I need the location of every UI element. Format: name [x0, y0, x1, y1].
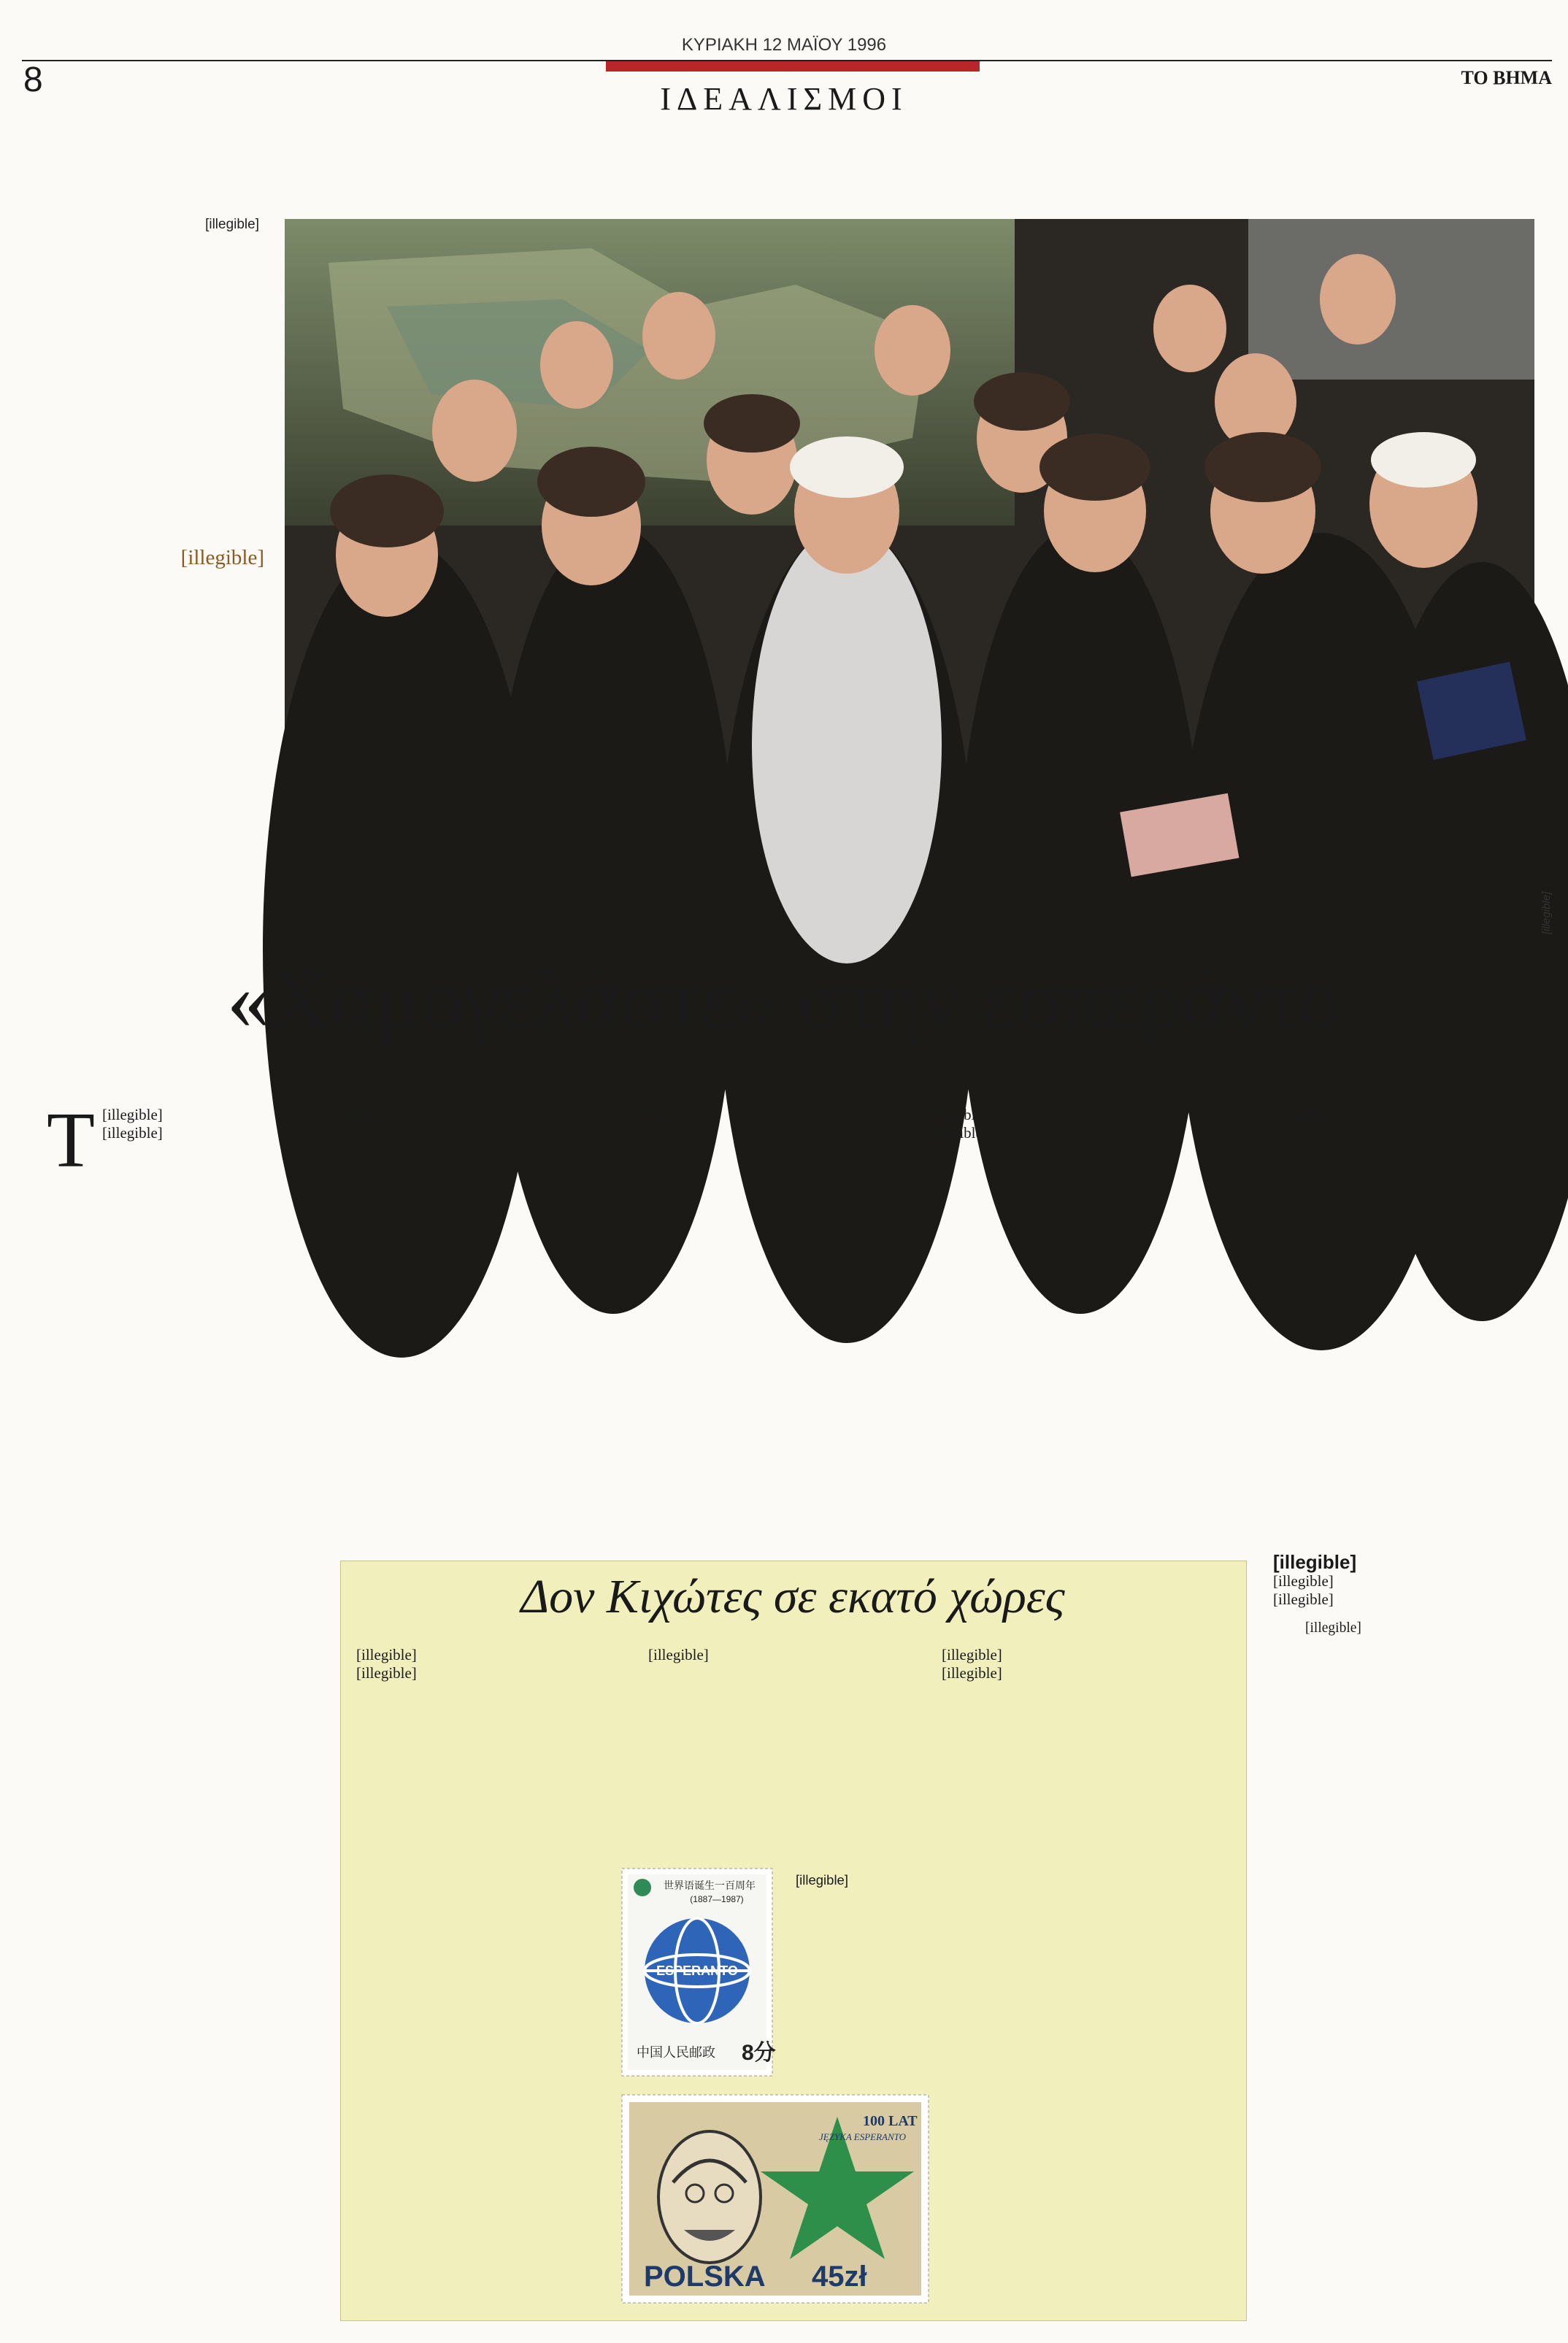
newspaper-masthead: ΤΟ ΒΗΜΑ — [1461, 67, 1552, 88]
stamp-china-illustration — [622, 1869, 776, 2076]
sidebar-paragraph: [illegible] — [942, 1646, 1002, 1663]
article-paragraph: [illegible] — [101, 1106, 163, 1123]
article-column-5 — [1270, 1106, 1537, 1124]
photo-credit — [1540, 737, 1562, 934]
article-column-2 — [340, 1106, 615, 1124]
group-photo-illustration — [285, 219, 1534, 938]
sidebar-paragraph: [illegible] — [942, 1663, 1002, 1682]
stamp-china — [622, 1869, 776, 2076]
stamp-poland — [622, 2095, 929, 2303]
stamp-china-years: (1887—1987) — [690, 1894, 744, 1904]
article-paragraph: [illegible] — [634, 1106, 694, 1123]
article-paragraph: [illegible] — [1270, 1106, 1331, 1123]
sidebar-column-3 — [942, 1646, 1232, 1682]
stamp-china-country: 中国人民邮政 — [637, 2045, 715, 2061]
section-color-bar — [606, 61, 980, 72]
issue-date: ΚΥΡΙΑΚΗ 12 ΜΑΪΟΥ 1996 — [681, 35, 887, 55]
article-paragraph: [illegible] — [340, 1106, 401, 1123]
sidebar-column-1 — [356, 1646, 629, 1682]
article-lede: [illegible] — [180, 546, 264, 569]
article-column-4 — [927, 1106, 1202, 1142]
article-paragraph: [illegible] — [927, 1123, 988, 1142]
group-photo — [285, 219, 1534, 938]
sidebar-paragraph: [illegible] — [356, 1663, 417, 1682]
stamp-poland-illustration — [622, 2095, 929, 2303]
article-column-6 — [1273, 1552, 1537, 1636]
sidebar-paragraph: [illegible] — [648, 1646, 709, 1663]
stamp-poland-year: 100 LAT — [863, 2113, 918, 2129]
stamp-china-globe: ESPERANTO — [656, 1963, 738, 1978]
photo-caption: [illegible] — [205, 217, 259, 232]
stamp-poland-value: 45zł — [812, 2261, 867, 2293]
drop-cap: Τ — [47, 1097, 95, 1184]
header-rule — [22, 60, 1552, 61]
sidebar-column-2 — [648, 1646, 921, 1664]
stamp-poland-lang: JĘZYKA ESPERANTO — [819, 2131, 907, 2142]
article-footnote: [illegible] — [1305, 1620, 1361, 1636]
section-title: ΙΔΕΑΛΙΣΜΟΙ — [660, 81, 908, 117]
page-number: 8 — [23, 61, 43, 99]
stamp-caption: [illegible] — [796, 1872, 848, 1888]
article-paragraph: [illegible] — [101, 1123, 163, 1142]
stamp-poland-country: POLSKA — [644, 2261, 766, 2293]
photo-credit-text: [illegible] — [1540, 891, 1553, 934]
article-paragraph: [illegible] — [927, 1106, 988, 1123]
article-column-3 — [634, 1106, 908, 1124]
article-headline: «Χαμογελάστε» στην εσπεράντο — [226, 952, 1342, 1047]
article-paragraph: [illegible] — [1273, 1572, 1334, 1590]
sidebar-paragraph: [illegible] — [356, 1646, 417, 1663]
sidebar-title: Δον Κιχώτες σε εκατό χώρες — [520, 1570, 1065, 1623]
article-paragraph: [illegible] — [1273, 1590, 1334, 1608]
article-subhead: [illegible] — [1273, 1551, 1357, 1573]
article-column-1 — [47, 1097, 321, 1184]
stamp-china-value: 8分 — [742, 2041, 776, 2065]
stamp-china-title: 世界语诞生一百周年 — [664, 1880, 756, 1892]
